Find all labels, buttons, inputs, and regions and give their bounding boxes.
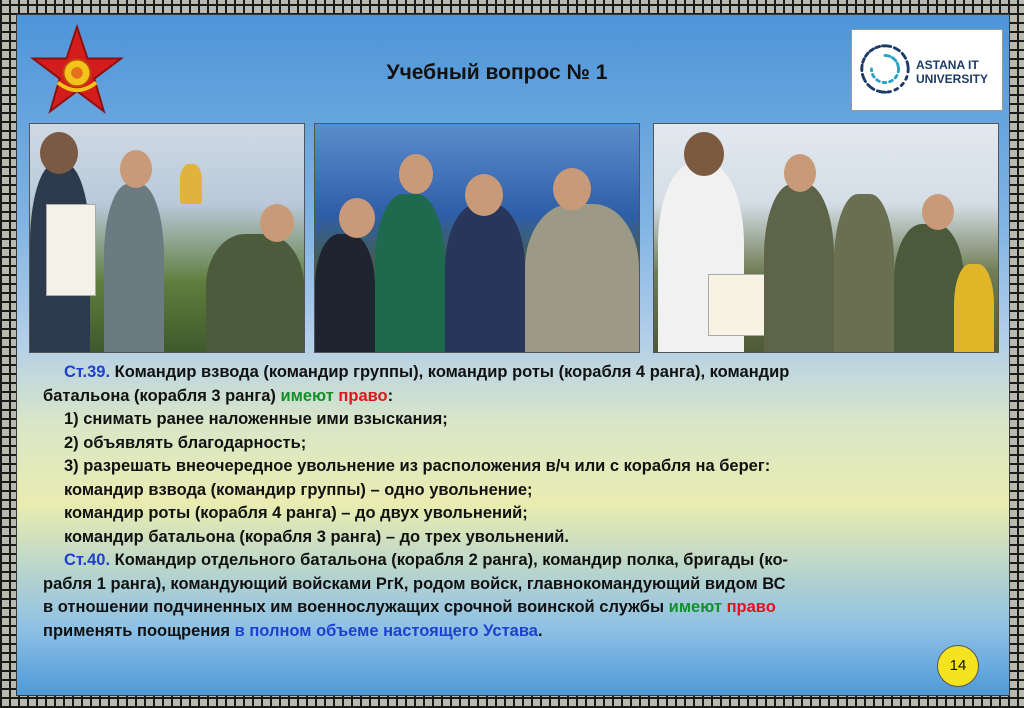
- article-39-item: 1) снимать ранее наложенные ими взыскания;: [64, 410, 448, 428]
- university-logo: [851, 29, 1003, 111]
- article-39-item: 3) разрешать внеочередное увольнение из расположения в/ч или с корабля на берег:: [64, 457, 771, 475]
- article-40-ref: Ст.40.: [64, 551, 111, 569]
- article-39-line-2: [43, 385, 991, 409]
- article-40-text-4: применять поощрения: [43, 621, 235, 640]
- article-40-emphasis: в полном объеме настоящего Устава: [234, 621, 538, 640]
- photo-award-ceremony-2: [314, 123, 640, 353]
- colon: :: [387, 386, 394, 405]
- word-pravo: право: [338, 386, 388, 405]
- word-imeyut: имеют: [280, 386, 334, 405]
- photo-award-ceremony-1: [29, 123, 305, 353]
- red-star-emblem-icon: [29, 23, 125, 119]
- logo-text: [916, 58, 988, 86]
- article-40-line-2: рабля 1 ранга), командующий войсками РгК, родом войск, главнокомандующий видом ВС: [43, 574, 786, 593]
- article-40-period: .: [537, 621, 543, 640]
- logo-line-1: ASTANA IT: [916, 58, 979, 72]
- article-39-line-1: [43, 361, 991, 385]
- article-39-item: командир роты (корабля 4 ранга) – до двух увольнений;: [64, 504, 528, 522]
- page-number-badge: 14: [937, 645, 979, 687]
- article-39-item: 2) объявлять благодарность;: [64, 433, 307, 452]
- slide-title: Учебный вопрос № 1: [386, 61, 608, 84]
- slide: [16, 14, 1010, 696]
- article-40-line-4: [43, 620, 991, 644]
- article-40-text-3: в отношении подчиненных им военнослужащих срочной воинской службы: [43, 598, 669, 616]
- astana-it-logo-icon: [856, 40, 914, 98]
- article-39-ref: Ст.39.: [64, 363, 111, 381]
- regulation-text: [43, 361, 991, 643]
- article-40-text-1: Командир отдельного батальона (корабля 2 ранга), командир полка, бригады (ко-: [110, 551, 789, 569]
- word-imeyut-2: имеют: [668, 598, 722, 616]
- article-39-item: командир взвода (командир группы) – одно увольнение;: [64, 480, 533, 499]
- article-40-line-3: [43, 596, 991, 620]
- logo-line-2: UNIVERSITY: [916, 72, 989, 86]
- photo-award-ceremony-3: [653, 123, 999, 353]
- article-39-item: командир батальона (корабля 3 ранга) – до трех увольнений.: [64, 527, 569, 546]
- word-pravo-2: право: [726, 598, 776, 616]
- article-40-line-1: [43, 549, 991, 573]
- article-39-text-1: Командир взвода (командир группы), командир роты (корабля 4 ранга), командир: [110, 363, 790, 381]
- article-39-text-2: батальона (корабля 3 ранга): [43, 386, 281, 405]
